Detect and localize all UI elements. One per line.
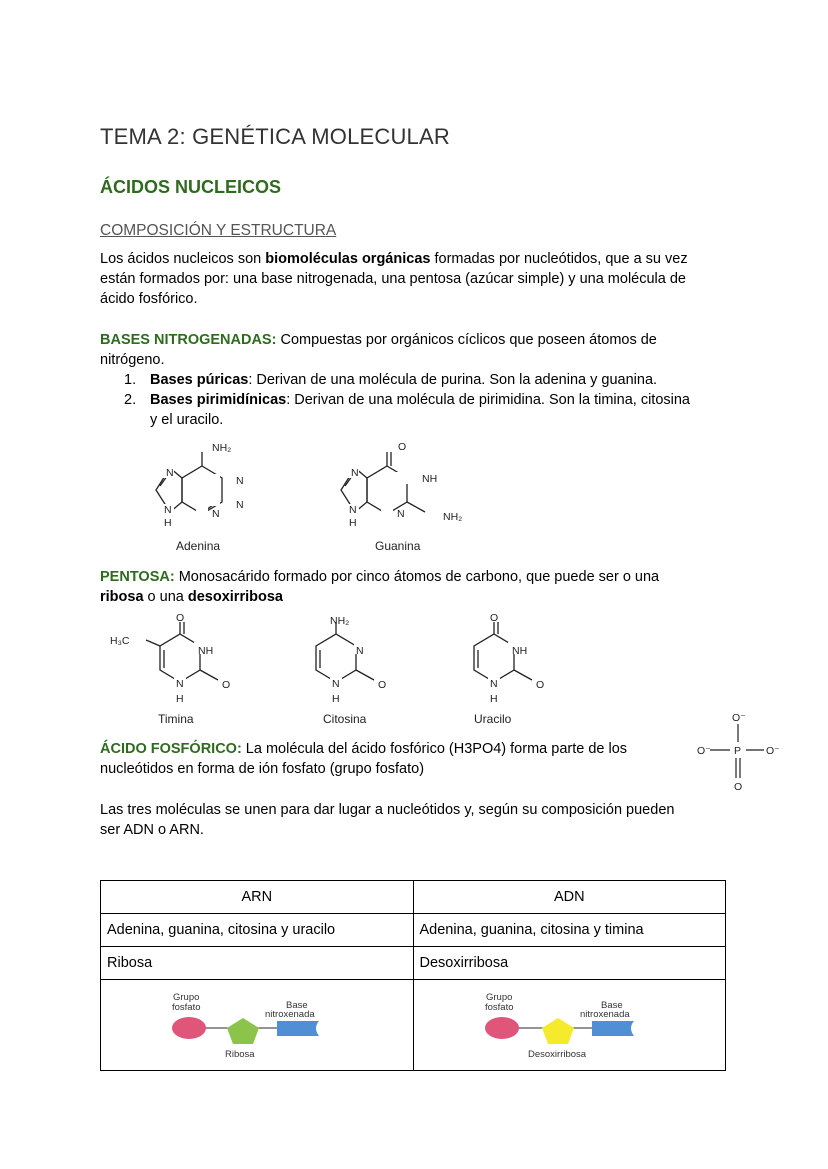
pentosa-ribosa: ribosa (100, 589, 144, 605)
pentosa-paragraph (100, 567, 730, 607)
atom-o-minus: O⁻ (697, 745, 711, 757)
union-line1: Las tres moléculas se unen para dar lugar a nucleótidos y, según su composición pueden (100, 802, 675, 818)
bases-label: BASES NITROGENADAS: (100, 332, 277, 348)
bases-paragraph (100, 330, 730, 370)
diagram-base: Base (286, 1000, 308, 1011)
list-item-pirimidinicas-cont: y el uracilo. (150, 412, 224, 428)
table-cell: Ribosa (101, 947, 414, 980)
atom-nh: NH (512, 645, 528, 657)
list-bold: Bases pirimidínicas (150, 392, 287, 408)
label-uracilo: Uracilo (474, 712, 512, 726)
atom-nh: NH (198, 645, 214, 657)
list-bold: Bases púricas (150, 372, 249, 388)
table-row (101, 914, 726, 947)
intro-pre: Los ácidos nucleicos son (100, 251, 266, 267)
atom-n: N (397, 508, 405, 520)
arn-nucleotide-diagram (101, 980, 411, 1066)
atom-n: N (349, 504, 357, 516)
atom-h: H (332, 693, 340, 705)
atom-n: N (236, 499, 244, 511)
diagram-sugar: Ribosa (225, 1049, 255, 1060)
phosphate-structure (690, 708, 790, 794)
diagram-grupo: Grupo (485, 992, 512, 1003)
diagram-nitroxenada: nitroxenada (579, 1009, 630, 1020)
atom-h: H (176, 693, 184, 705)
list-number: 1. (124, 372, 137, 388)
base-shape (277, 1021, 319, 1036)
diagram-nitroxenada: nitroxenada (265, 1009, 315, 1020)
page-title: TEMA 2: GENÉTICA MOLECULAR (100, 124, 450, 149)
atom-n: N (164, 504, 172, 516)
atom-n: N (236, 475, 244, 487)
section-heading: ÁCIDOS NUCLEICOS (100, 177, 282, 197)
adn-nucleotide-diagram (414, 980, 724, 1066)
comparison-table (100, 880, 726, 1071)
table-header-adn: ADN (413, 881, 726, 914)
purine-structures (140, 436, 480, 556)
base-shape (592, 1021, 634, 1036)
table-cell: Adenina, guanina, citosina y timina (413, 914, 726, 947)
label-citosina: Citosina (323, 712, 367, 726)
pentosa-label: PENTOSA: (100, 569, 175, 585)
diagram-fosfato: fosfato (172, 1002, 201, 1013)
intro-paragraph (100, 249, 730, 309)
atom-n: N (351, 467, 359, 479)
list-item-puricas (124, 370, 724, 390)
atom-nh2: NH₂ (212, 442, 232, 454)
adn-nucleotide-cell (413, 980, 726, 1071)
atom-nh2: NH₂ (330, 615, 350, 627)
atom-n: N (490, 678, 498, 690)
pentosa-mid: o una (143, 589, 188, 605)
diagram-grupo: Grupo (173, 992, 200, 1003)
label-timina: Timina (158, 712, 194, 726)
table-header-arn: ARN (101, 881, 414, 914)
phosphate-shape (485, 1017, 519, 1039)
union-line2: ser ADN o ARN. (100, 822, 204, 838)
atom-o: O (734, 781, 743, 793)
diagram-base: Base (600, 1000, 623, 1011)
atom-nh: NH (422, 473, 438, 485)
fosforico-paragraph (100, 739, 700, 779)
desoxirribose-shape (542, 1018, 574, 1044)
bases-text: Compuestas por orgánicos cíclicos que poseen átomos de (276, 332, 657, 348)
atom-o: O (222, 679, 231, 691)
fosforico-label: ÁCIDO FOSFÓRICO: (100, 741, 242, 757)
atom-h: H (490, 693, 498, 705)
intro-line3: ácido fosfórico. (100, 291, 198, 307)
atom-n: N (356, 645, 364, 657)
atom-o: O (176, 612, 185, 624)
ribose-shape (227, 1018, 259, 1044)
atom-h: H (349, 517, 357, 529)
union-paragraph (100, 800, 730, 840)
atom-p: P (734, 745, 742, 757)
table-cell: Adenina, guanina, citosina y uracilo (101, 914, 414, 947)
atom-n: N (212, 508, 220, 520)
atom-n: N (166, 467, 174, 479)
atom-n: N (176, 678, 184, 690)
intro-bold: biomoléculas orgánicas (265, 251, 431, 267)
atom-o-minus: O⁻ (732, 712, 746, 724)
atom-o: O (490, 612, 499, 624)
atom-n: N (332, 678, 340, 690)
pentosa-text: Monosacárido formado por cinco átomos de carbono, que puede ser o una (174, 569, 660, 585)
diagram-sugar: Desoxirribosa (527, 1049, 586, 1060)
list-text: : Derivan de una molécula de pirimidina. Son la timina, citosina (286, 392, 690, 408)
phosphate-shape (172, 1017, 206, 1039)
pyrimidine-structures (106, 610, 566, 730)
table-header-row (101, 881, 726, 914)
intro-line2: están formados por: una base nitrogenada, una pentosa (azúcar simple) y una molécula de (100, 271, 686, 287)
label-guanina: Guanina (375, 539, 421, 553)
subsection-heading: COMPOSICIÓN Y ESTRUCTURA (100, 222, 337, 239)
list-text: : Derivan de una molécula de purina. Son la adenina y guanina. (248, 372, 658, 388)
label-adenina: Adenina (176, 539, 221, 553)
fosforico-text-line2: nucleótidos en forma de ión fosfato (grupo fosfato) (100, 761, 425, 777)
fosforico-text: La molécula del ácido fosfórico (H3PO4) forma parte de los (241, 741, 628, 757)
table-cell: Desoxirribosa (413, 947, 726, 980)
atom-o-minus: O⁻ (766, 745, 780, 757)
atom-o: O (398, 441, 407, 453)
diagram-fosfato: fosfato (484, 1002, 514, 1013)
table-row (101, 947, 726, 980)
atom-h: H (164, 517, 172, 529)
list-number: 2. (124, 392, 137, 408)
bases-text-line2: nitrógeno. (100, 352, 165, 368)
intro-post: formadas por nucleótidos, que a su vez (430, 251, 688, 267)
atom-o: O (378, 679, 387, 691)
arn-nucleotide-cell (101, 980, 414, 1071)
atom-o: O (536, 679, 545, 691)
atom-h3c: H₃C (110, 635, 130, 647)
atom-nh2: NH₂ (443, 511, 463, 523)
list-item-pirimidinicas (124, 390, 724, 410)
table-row-diagrams (101, 980, 726, 1071)
pentosa-desoxirribosa: desoxirribosa (187, 589, 283, 605)
